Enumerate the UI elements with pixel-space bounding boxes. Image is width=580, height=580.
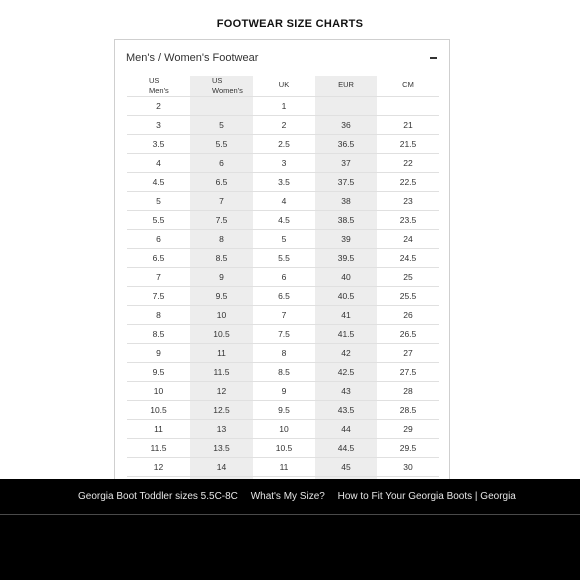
- table-row: [127, 192, 439, 211]
- cell-us-women: 7: [190, 192, 253, 211]
- cell-uk: 4: [253, 192, 315, 211]
- table-row: [127, 116, 439, 135]
- cell-uk: 4.5: [253, 211, 315, 230]
- cell-us-men: 7: [127, 268, 190, 287]
- cell-uk: 8: [253, 344, 315, 363]
- collapse-minus-icon[interactable]: [430, 57, 437, 59]
- cell-uk: 9.5: [253, 401, 315, 420]
- cell-us-women: 6: [190, 154, 253, 173]
- cell-us-women: [190, 97, 253, 116]
- column-header-line: CM: [402, 80, 414, 89]
- cell-us-men: 4.5: [127, 173, 190, 192]
- cell-cm: 22.5: [377, 173, 439, 192]
- cell-eur: 37: [315, 154, 377, 173]
- cell-us-men: 7.5: [127, 287, 190, 306]
- cell-us-men: 8.5: [127, 325, 190, 344]
- column-header-line: US: [212, 76, 223, 85]
- cell-eur: 40.5: [315, 287, 377, 306]
- column-header-uk: [253, 76, 315, 97]
- cell-cm: 24: [377, 230, 439, 249]
- cell-us-men: 3: [127, 116, 190, 135]
- cell-us-men: 2: [127, 97, 190, 116]
- cell-us-women: 5: [190, 116, 253, 135]
- size-chart-body: [127, 97, 439, 496]
- cell-uk: 9: [253, 382, 315, 401]
- table-row: [127, 344, 439, 363]
- cell-eur: 43: [315, 382, 377, 401]
- table-row: [127, 401, 439, 420]
- table-row: [127, 268, 439, 287]
- table-row: [127, 97, 439, 116]
- table-row: [127, 230, 439, 249]
- cell-cm: 21: [377, 116, 439, 135]
- table-row: [127, 458, 439, 477]
- cell-us-women: 8: [190, 230, 253, 249]
- cell-us-women: 11: [190, 344, 253, 363]
- table-row: [127, 211, 439, 230]
- cell-cm: 23.5: [377, 211, 439, 230]
- link-toddler-sizes[interactable]: Georgia Boot Toddler sizes 5.5C-8C: [78, 491, 238, 502]
- cell-us-women: 8.5: [190, 249, 253, 268]
- cell-eur: 44.5: [315, 439, 377, 458]
- cell-us-men: 6.5: [127, 249, 190, 268]
- table-row: [127, 439, 439, 458]
- cell-us-women: 13: [190, 420, 253, 439]
- cell-eur: 36: [315, 116, 377, 135]
- cell-cm: 22: [377, 154, 439, 173]
- cell-cm: 29.5: [377, 439, 439, 458]
- cell-uk: 7: [253, 306, 315, 325]
- cell-cm: 29: [377, 420, 439, 439]
- cell-us-men: 9: [127, 344, 190, 363]
- cell-eur: 43.5: [315, 401, 377, 420]
- cell-us-women: 12.5: [190, 401, 253, 420]
- table-row: [127, 363, 439, 382]
- bottom-link-bar: [0, 479, 580, 580]
- cell-eur: 41: [315, 306, 377, 325]
- cell-us-men: 8: [127, 306, 190, 325]
- size-chart-table: [127, 76, 439, 496]
- cell-us-men: 11.5: [127, 439, 190, 458]
- cell-uk: 10: [253, 420, 315, 439]
- cell-cm: 27.5: [377, 363, 439, 382]
- cell-cm: 25.5: [377, 287, 439, 306]
- cell-eur: 40: [315, 268, 377, 287]
- cell-cm: 25: [377, 268, 439, 287]
- cell-cm: 26.5: [377, 325, 439, 344]
- cell-us-women: 14: [190, 458, 253, 477]
- cell-eur: 38: [315, 192, 377, 211]
- cell-eur: 39: [315, 230, 377, 249]
- cell-us-men: 10.5: [127, 401, 190, 420]
- cell-us-men: 10: [127, 382, 190, 401]
- cell-us-women: 9.5: [190, 287, 253, 306]
- table-row: [127, 382, 439, 401]
- cell-uk: 5.5: [253, 249, 315, 268]
- cell-uk: 2: [253, 116, 315, 135]
- table-row: [127, 135, 439, 154]
- page-title: FOOTWEAR SIZE CHARTS: [216, 18, 364, 30]
- table-row: [127, 287, 439, 306]
- cell-eur: 37.5: [315, 173, 377, 192]
- cell-eur: 36.5: [315, 135, 377, 154]
- cell-uk: 5: [253, 230, 315, 249]
- cell-us-women: 7.5: [190, 211, 253, 230]
- accordion-header[interactable]: [115, 40, 449, 76]
- cell-cm: 21.5: [377, 135, 439, 154]
- cell-uk: 2.5: [253, 135, 315, 154]
- link-how-to-fit[interactable]: How to Fit Your Georgia Boots | Georgia: [337, 491, 516, 502]
- cell-cm: 28.5: [377, 401, 439, 420]
- divider: [0, 514, 580, 515]
- cell-us-men: 9.5: [127, 363, 190, 382]
- column-header-line: UK: [278, 80, 290, 89]
- cell-eur: 38.5: [315, 211, 377, 230]
- cell-us-women: 11.5: [190, 363, 253, 382]
- size-chart-panel: [114, 39, 450, 499]
- column-header-us-women: [190, 76, 253, 97]
- link-whats-my-size[interactable]: What's My Size?: [250, 491, 325, 502]
- column-header-line: Men's: [149, 86, 169, 95]
- cell-us-men: 11: [127, 420, 190, 439]
- cell-us-women: 13.5: [190, 439, 253, 458]
- cell-eur: 42: [315, 344, 377, 363]
- table-row: [127, 173, 439, 192]
- cell-eur: 39.5: [315, 249, 377, 268]
- cell-eur: [315, 97, 377, 116]
- column-header-line: EUR: [338, 80, 354, 89]
- column-header-eur: [315, 76, 377, 97]
- cell-uk: 6: [253, 268, 315, 287]
- cell-cm: 26: [377, 306, 439, 325]
- cell-eur: 42.5: [315, 363, 377, 382]
- table-row: [127, 306, 439, 325]
- cell-us-men: 6: [127, 230, 190, 249]
- cell-uk: 3.5: [253, 173, 315, 192]
- cell-us-women: 5.5: [190, 135, 253, 154]
- cell-us-women: 10: [190, 306, 253, 325]
- cell-uk: 8.5: [253, 363, 315, 382]
- table-header-row: [127, 76, 439, 97]
- cell-eur: 44: [315, 420, 377, 439]
- cell-us-women: 9: [190, 268, 253, 287]
- cell-us-men: 5.5: [127, 211, 190, 230]
- cell-cm: 30: [377, 458, 439, 477]
- accordion-title: Men's / Women's Footwear: [126, 52, 259, 64]
- cell-uk: 10.5: [253, 439, 315, 458]
- cell-cm: 24.5: [377, 249, 439, 268]
- cell-us-women: 6.5: [190, 173, 253, 192]
- cell-uk: 3: [253, 154, 315, 173]
- related-links: [78, 491, 526, 502]
- column-header-cm: [377, 76, 439, 97]
- table-row: [127, 154, 439, 173]
- column-header-line: Women's: [212, 86, 243, 95]
- cell-us-women: 12: [190, 382, 253, 401]
- cell-uk: 7.5: [253, 325, 315, 344]
- cell-cm: 27: [377, 344, 439, 363]
- column-header-us-men: [127, 76, 190, 97]
- cell-us-men: 3.5: [127, 135, 190, 154]
- cell-uk: 1: [253, 97, 315, 116]
- cell-cm: [377, 97, 439, 116]
- cell-uk: 6.5: [253, 287, 315, 306]
- cell-eur: 45: [315, 458, 377, 477]
- cell-us-women: 10.5: [190, 325, 253, 344]
- cell-us-men: 5: [127, 192, 190, 211]
- cell-cm: 23: [377, 192, 439, 211]
- cell-eur: 41.5: [315, 325, 377, 344]
- table-row: [127, 249, 439, 268]
- table-row: [127, 325, 439, 344]
- cell-us-men: 4: [127, 154, 190, 173]
- column-header-line: US: [149, 76, 160, 85]
- table-row: [127, 420, 439, 439]
- cell-us-men: 12: [127, 458, 190, 477]
- cell-cm: 28: [377, 382, 439, 401]
- cell-uk: 11: [253, 458, 315, 477]
